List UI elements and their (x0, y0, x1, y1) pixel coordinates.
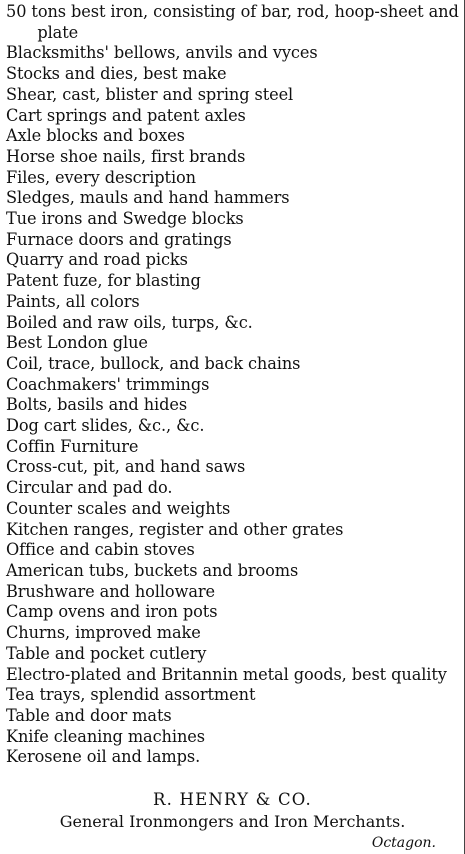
list-item: Bolts, basils and hides (6, 395, 188, 415)
list-item: Electro-plated and Britannin metal goods, best quality (6, 664, 447, 684)
list-item: Stocks and dies, best make (6, 64, 227, 84)
list-item: Brushware and holloware (6, 581, 215, 601)
list-item: Table and pocket cutlery (6, 643, 207, 663)
list-item: Table and door mats (6, 705, 172, 725)
list-item: Churns, improved make (6, 623, 201, 643)
list-item: Axle blocks and boxes (6, 126, 185, 146)
list-item: Coffin Furniture (6, 436, 139, 456)
list-item: Kerosene oil and lamps. (6, 747, 201, 767)
list-item: Sledges, mauls and hand hammers (6, 188, 290, 208)
merchandise-list (6, 2, 459, 768)
list-item: Kitchen ranges, register and other grates (6, 519, 344, 539)
list-item: Circular and pad do. (6, 478, 173, 498)
list-item: Best London glue (6, 333, 148, 353)
list-item: Blacksmiths' bellows, anvils and vyces (6, 43, 318, 63)
list-item: Cross-cut, pit, and hand saws (6, 457, 246, 477)
list-item: Camp ovens and iron pots (6, 602, 218, 622)
list-item: 50 tons best iron, consisting of bar, rod, hoop-sheet and plate (6, 2, 459, 42)
list-item: Dog cart slides, &c., &c. (6, 416, 205, 436)
list-item: Furnace doors and gratings (6, 229, 232, 249)
list-item: Knife cleaning machines (6, 726, 205, 746)
list-item: Shear, cast, blister and spring steel (6, 84, 294, 104)
list-item: Coachmakers' trimmings (6, 374, 210, 394)
list-item: Quarry and road picks (6, 250, 188, 270)
list-item: Coil, trace, bullock, and back chains (6, 353, 301, 373)
list-item: Patent fuze, for blasting (6, 271, 201, 291)
list-item: Counter scales and weights (6, 498, 231, 518)
list-item: Files, every description (6, 167, 196, 187)
list-item: Tea trays, splendid assortment (6, 685, 256, 705)
firm-name: R. HENRY & CO. (153, 790, 312, 809)
list-item: Paints, all colors (6, 291, 140, 311)
list-item: American tubs, buckets and brooms (6, 560, 299, 580)
list-item: Boiled and raw oils, turps, &c. (6, 312, 253, 332)
location: Octagon. (371, 835, 436, 851)
firm-description: General Ironmongers and Iron Merchants. (59, 812, 406, 831)
list-item: Tue irons and Swedge blocks (6, 209, 244, 229)
list-item: Cart springs and patent axles (6, 105, 246, 125)
list-item: Office and cabin stoves (6, 540, 195, 560)
list-item: Horse shoe nails, first brands (6, 146, 246, 166)
